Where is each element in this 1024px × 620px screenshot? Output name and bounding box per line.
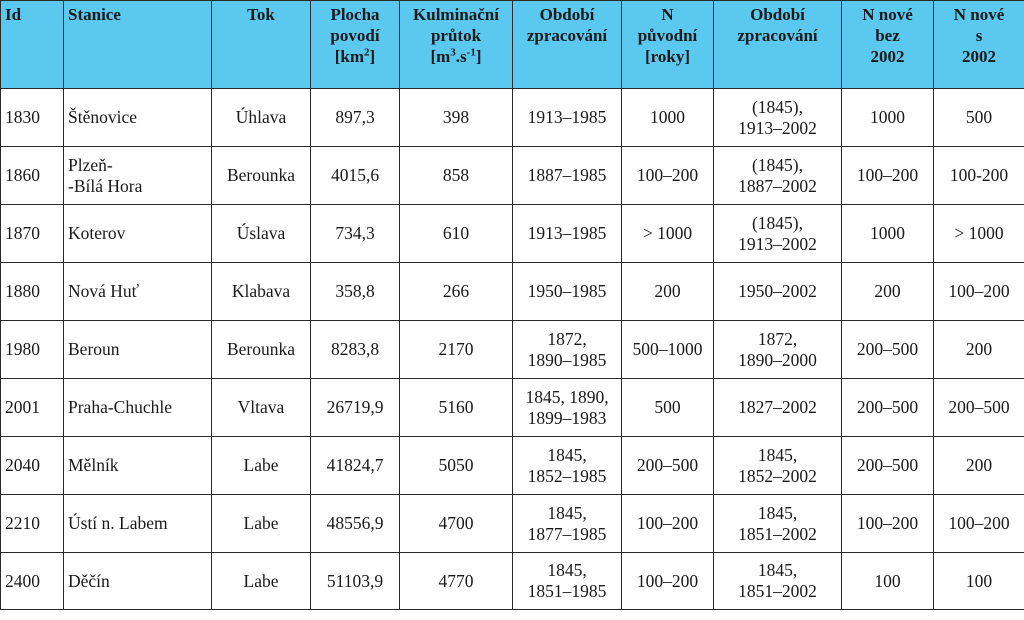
cell-obdobi-1: 1845, 1851–1985 bbox=[513, 553, 622, 610]
cell-n-puvodni: 500 bbox=[622, 379, 714, 437]
cell-kulminacni: 2170 bbox=[400, 321, 513, 379]
cell-obdobi-2: (1845), 1913–2002 bbox=[714, 89, 842, 147]
cell-kulminacni: 858 bbox=[400, 147, 513, 205]
cell-n-nove-s: 100 bbox=[934, 553, 1024, 610]
table-row bbox=[1, 437, 1024, 495]
cell-tok: Vltava bbox=[212, 379, 311, 437]
cell-stanice: Nová Huť bbox=[64, 263, 212, 321]
cell-n-nove-s: 200–500 bbox=[934, 379, 1024, 437]
header-obdobi-1: Období zpracování bbox=[513, 1, 622, 89]
table-row bbox=[1, 263, 1024, 321]
cell-id: 1880 bbox=[1, 263, 64, 321]
header-kulminacni-unit-sup1: 3 bbox=[450, 46, 456, 59]
cell-stanice: Děčín bbox=[64, 553, 212, 610]
header-n-puvodni: N původní [roky] bbox=[622, 1, 714, 89]
cell-n-nove-bez: 200–500 bbox=[842, 437, 934, 495]
cell-n-puvodni: > 1000 bbox=[622, 205, 714, 263]
cell-id: 2210 bbox=[1, 495, 64, 553]
cell-n-puvodni: 200 bbox=[622, 263, 714, 321]
cell-n-nove-bez: 100–200 bbox=[842, 147, 934, 205]
cell-n-nove-s: > 1000 bbox=[934, 205, 1024, 263]
cell-id: 1870 bbox=[1, 205, 64, 263]
header-kulminacni-unit-pre: [m bbox=[430, 47, 451, 66]
header-kulminacni-unit bbox=[404, 46, 508, 67]
cell-tok: Labe bbox=[212, 553, 311, 610]
table-row bbox=[1, 379, 1024, 437]
cell-id: 1980 bbox=[1, 321, 64, 379]
cell-tok: Berounka bbox=[212, 147, 311, 205]
cell-obdobi-1: 1845, 1890, 1899–1983 bbox=[513, 379, 622, 437]
table-row bbox=[1, 205, 1024, 263]
cell-id: 2400 bbox=[1, 553, 64, 610]
cell-tok: Klabava bbox=[212, 263, 311, 321]
header-plocha-unit-post: ] bbox=[369, 47, 376, 66]
header-obdobi-2: Období zpracování bbox=[714, 1, 842, 89]
cell-obdobi-1: 1913–1985 bbox=[513, 205, 622, 263]
cell-plocha: 26719,9 bbox=[311, 379, 400, 437]
cell-tok: Berounka bbox=[212, 321, 311, 379]
cell-n-puvodni: 500–1000 bbox=[622, 321, 714, 379]
header-id: Id bbox=[1, 1, 64, 89]
header-plocha-unit bbox=[315, 46, 395, 67]
cell-tok: Labe bbox=[212, 437, 311, 495]
cell-obdobi-1: 1913–1985 bbox=[513, 89, 622, 147]
cell-n-nove-bez: 200 bbox=[842, 263, 934, 321]
cell-obdobi-1: 1845, 1852–1985 bbox=[513, 437, 622, 495]
cell-n-nove-bez: 200–500 bbox=[842, 379, 934, 437]
cell-id: 2040 bbox=[1, 437, 64, 495]
header-plocha-line1: Plocha bbox=[330, 5, 380, 24]
cell-n-nove-s: 500 bbox=[934, 89, 1024, 147]
cell-stanice: Ústí n. Labem bbox=[64, 495, 212, 553]
cell-n-puvodni: 100–200 bbox=[622, 553, 714, 610]
cell-n-puvodni: 1000 bbox=[622, 89, 714, 147]
table-row bbox=[1, 147, 1024, 205]
cell-n-nove-bez: 1000 bbox=[842, 89, 934, 147]
cell-n-nove-s: 200 bbox=[934, 321, 1024, 379]
cell-obdobi-2: 1872, 1890–2000 bbox=[714, 321, 842, 379]
cell-n-puvodni: 200–500 bbox=[622, 437, 714, 495]
cell-n-nove-s: 100–200 bbox=[934, 495, 1024, 553]
cell-plocha: 8283,8 bbox=[311, 321, 400, 379]
cell-plocha: 734,3 bbox=[311, 205, 400, 263]
cell-obdobi-2: (1845), 1887–2002 bbox=[714, 147, 842, 205]
cell-kulminacni: 4700 bbox=[400, 495, 513, 553]
table-row bbox=[1, 553, 1024, 610]
cell-id: 1830 bbox=[1, 89, 64, 147]
header-plocha-line2: povodí bbox=[330, 26, 380, 45]
header-plocha bbox=[311, 1, 400, 89]
cell-obdobi-1: 1872, 1890–1985 bbox=[513, 321, 622, 379]
table-body bbox=[1, 89, 1024, 610]
cell-n-nove-bez: 200–500 bbox=[842, 321, 934, 379]
table-row bbox=[1, 495, 1024, 553]
cell-n-nove-s: 100–200 bbox=[934, 263, 1024, 321]
cell-n-nove-bez: 1000 bbox=[842, 205, 934, 263]
cell-kulminacni: 5160 bbox=[400, 379, 513, 437]
cell-obdobi-2: 1845, 1851–2002 bbox=[714, 495, 842, 553]
cell-plocha: 48556,9 bbox=[311, 495, 400, 553]
cell-tok: Labe bbox=[212, 495, 311, 553]
cell-stanice: Mělník bbox=[64, 437, 212, 495]
cell-kulminacni: 5050 bbox=[400, 437, 513, 495]
cell-obdobi-1: 1845, 1877–1985 bbox=[513, 495, 622, 553]
cell-n-nove-s: 100-200 bbox=[934, 147, 1024, 205]
header-kulminacni bbox=[400, 1, 513, 89]
cell-obdobi-2: 1845, 1852–2002 bbox=[714, 437, 842, 495]
cell-id: 1860 bbox=[1, 147, 64, 205]
cell-stanice: Koterov bbox=[64, 205, 212, 263]
cell-obdobi-1: 1887–1985 bbox=[513, 147, 622, 205]
cell-kulminacni: 610 bbox=[400, 205, 513, 263]
cell-plocha: 358,8 bbox=[311, 263, 400, 321]
header-tok: Tok bbox=[212, 1, 311, 89]
cell-n-puvodni: 100–200 bbox=[622, 147, 714, 205]
cell-kulminacni: 398 bbox=[400, 89, 513, 147]
cell-n-nove-s: 200 bbox=[934, 437, 1024, 495]
table-row bbox=[1, 321, 1024, 379]
table-row bbox=[1, 89, 1024, 147]
header-kulminacni-unit-mid: .s bbox=[455, 47, 467, 66]
cell-stanice: Plzeň- -Bílá Hora bbox=[64, 147, 212, 205]
cell-obdobi-1: 1950–1985 bbox=[513, 263, 622, 321]
cell-stanice: Praha-Chuchle bbox=[64, 379, 212, 437]
header-row bbox=[1, 1, 1024, 89]
cell-n-nove-bez: 100–200 bbox=[842, 495, 934, 553]
header-n-nove-bez: N nové bez 2002 bbox=[842, 1, 934, 89]
cell-kulminacni: 266 bbox=[400, 263, 513, 321]
cell-obdobi-2: 1950–2002 bbox=[714, 263, 842, 321]
cell-stanice: Beroun bbox=[64, 321, 212, 379]
cell-obdobi-2: (1845), 1913–2002 bbox=[714, 205, 842, 263]
header-n-nove-s: N nové s 2002 bbox=[934, 1, 1024, 89]
cell-plocha: 4015,6 bbox=[311, 147, 400, 205]
cell-plocha: 897,3 bbox=[311, 89, 400, 147]
header-plocha-unit-pre: [km bbox=[334, 47, 365, 66]
header-kulminacni-line2: průtok bbox=[430, 26, 482, 45]
cell-plocha: 41824,7 bbox=[311, 437, 400, 495]
header-kulminacni-line1: Kulminační bbox=[413, 5, 499, 24]
cell-kulminacni: 4770 bbox=[400, 553, 513, 610]
cell-n-puvodni: 100–200 bbox=[622, 495, 714, 553]
header-kulminacni-unit-sup2: -1 bbox=[466, 46, 476, 59]
cell-tok: Úslava bbox=[212, 205, 311, 263]
cell-tok: Úhlava bbox=[212, 89, 311, 147]
cell-plocha: 51103,9 bbox=[311, 553, 400, 610]
cell-stanice: Štěnovice bbox=[64, 89, 212, 147]
cell-n-nove-bez: 100 bbox=[842, 553, 934, 610]
cell-obdobi-2: 1845, 1851–2002 bbox=[714, 553, 842, 610]
header-plocha-unit-sup: 2 bbox=[364, 46, 370, 59]
cell-obdobi-2: 1827–2002 bbox=[714, 379, 842, 437]
header-kulminacni-unit-post: ] bbox=[475, 47, 482, 66]
cell-id: 2001 bbox=[1, 379, 64, 437]
header-stanice: Stanice bbox=[64, 1, 212, 89]
